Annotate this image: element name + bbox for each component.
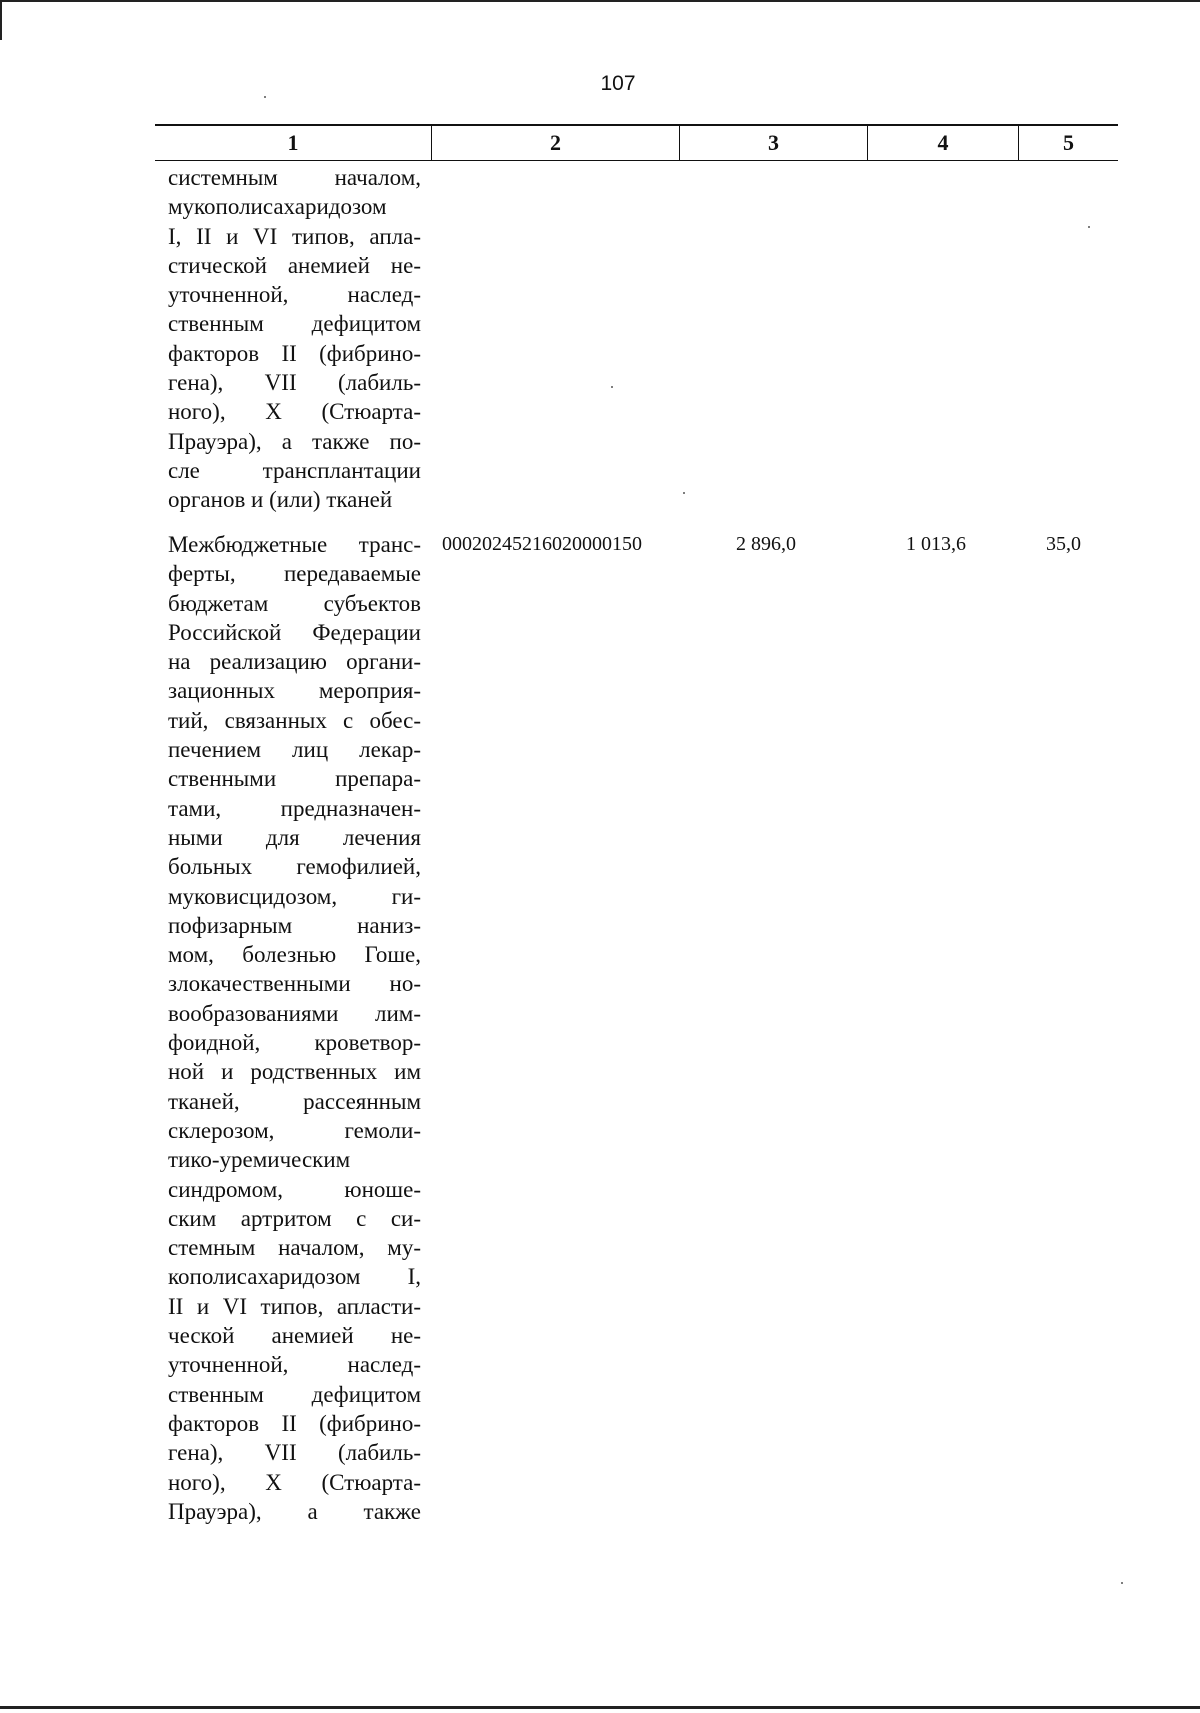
table-row-2-value-4: 1 013,6 (906, 533, 966, 555)
description-line: фоидной, кроветвор- (168, 1030, 421, 1056)
description-line: синдромом, юноше- (168, 1176, 421, 1202)
description-line: мом, болезнью Гоше, (168, 942, 421, 968)
description-line: муковисцидозом, ги- (168, 883, 421, 909)
description-line: Прауэра), а также (168, 1498, 421, 1524)
scan-edge-top (0, 0, 1200, 2)
scan-speck (1088, 226, 1090, 228)
description-line: вообразованиями лим- (168, 1000, 421, 1026)
column-header-2: 2 (432, 126, 680, 160)
column-header-3: 3 (680, 126, 868, 160)
description-line: бюджетам субъектов (168, 590, 421, 616)
description-line: Прауэра), а также по- (168, 428, 421, 454)
description-line: ственным дефицитом (168, 1381, 421, 1407)
description-line: зационных мероприя- (168, 678, 421, 704)
description-line: ной и родственных им (168, 1059, 421, 1085)
scan-speck (1121, 1582, 1123, 1584)
description-line: больных гемофилией, (168, 854, 421, 880)
description-line: II и VI типов, апласти- (168, 1293, 421, 1319)
table-row-2-value-3: 2 896,0 (736, 533, 796, 555)
description-line: печением лиц лекар- (168, 737, 421, 763)
table-row-2-value-5: 35,0 (1046, 533, 1081, 555)
description-line: гена), VII (лабиль- (168, 370, 421, 396)
description-line: ного), X (Стюарта- (168, 1469, 421, 1495)
column-header-4: 4 (868, 126, 1019, 160)
description-line: уточненной, наслед- (168, 282, 421, 308)
scan-edge-left (0, 0, 2, 40)
table-row-1-description (168, 163, 421, 515)
description-line: ферты, передаваемые (168, 561, 421, 587)
description-line: ного), X (Стюарта- (168, 399, 421, 425)
description-line: ческой анемией не- (168, 1323, 421, 1349)
description-line: факторов II (фибрино- (168, 340, 421, 366)
description-line: системным началом, (168, 165, 421, 190)
description-line: ским артритом с си- (168, 1205, 421, 1231)
description-line: I, II и VI типов, апла- (168, 223, 421, 249)
column-header-1: 1 (155, 126, 432, 160)
description-line: ными для лечения (168, 824, 421, 850)
description-line: гена), VII (лабиль- (168, 1440, 421, 1466)
description-line: кополисахаридозом I, (168, 1264, 421, 1290)
description-line: тий, связанных с обес- (168, 707, 421, 733)
table-row-2-code: 00020245216020000150 (442, 533, 642, 555)
description-line: стической анемией не- (168, 252, 421, 278)
page-number: 107 (600, 72, 636, 95)
table-row-2-description (168, 530, 421, 1526)
description-line: склерозом, гемоли- (168, 1117, 421, 1143)
description-line: на реализацию органи- (168, 649, 421, 675)
table-header (155, 124, 1118, 161)
description-line: органов и (или) тканей (168, 487, 393, 513)
description-line: сле трансплантации (168, 457, 421, 483)
description-line: тами, предназначен- (168, 795, 421, 821)
description-line: мукополисахаридозом (168, 194, 387, 220)
description-line: Российской Федерации (168, 619, 421, 645)
description-line: факторов II (фибрино- (168, 1410, 421, 1436)
scan-speck (611, 386, 613, 388)
description-line: тико-уремическим (168, 1147, 351, 1173)
scan-edge-bottom (0, 1706, 1200, 1709)
column-header-5: 5 (1063, 130, 1074, 155)
description-line: уточненной, наслед- (168, 1352, 421, 1378)
description-line: стемным началом, му- (168, 1235, 421, 1261)
description-line: злокачественными но- (168, 971, 421, 997)
description-line: тканей, рассеянным (168, 1088, 421, 1114)
scan-speck (264, 96, 266, 98)
description-line: Межбюджетные транс- (168, 532, 421, 557)
description-line: пофизарным наниз- (168, 912, 421, 938)
description-line: ственным дефицитом (168, 311, 421, 337)
description-line: ственными препара- (168, 766, 421, 792)
scan-speck (683, 492, 685, 494)
